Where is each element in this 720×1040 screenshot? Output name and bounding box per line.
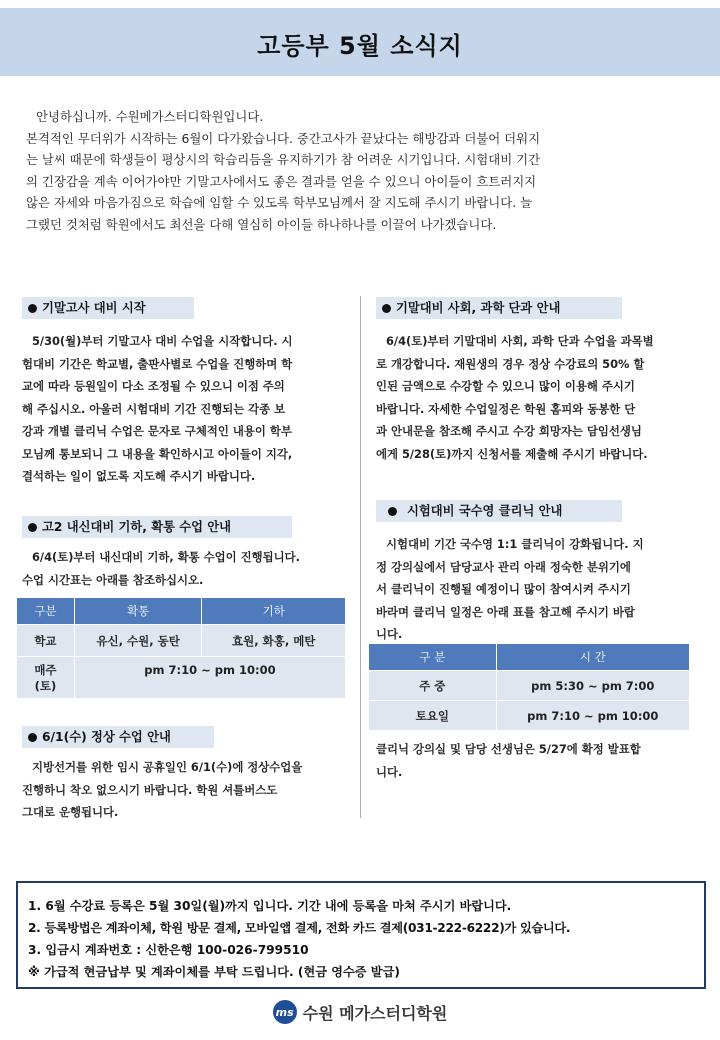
bullet-icon: [28, 523, 37, 532]
section-title-text: 시험대비 국수영 클리닉 안내: [407, 504, 563, 518]
notice-line: 2. 등록방법은 계좌이체, 학원 방문 결제, 모바일앱 결제, 전화 카드 결제(031-222-6222)가 있습니다.: [28, 921, 571, 935]
body-line: 모님께 통보되니 그 내용을 확인하시고 아이들이 지각,: [22, 446, 293, 461]
page-title: 고등부 5월 소식지: [257, 32, 463, 60]
table-cell-label: (토): [34, 678, 57, 693]
table-row: [369, 701, 690, 731]
table-header-cell: 구분: [17, 598, 75, 625]
section-title-normal-class: [22, 726, 214, 748]
table-header-cell: 구 분: [369, 644, 497, 671]
section-body-social-science: [376, 330, 706, 465]
body-line: 6/4(토)부터 내신대비 기하, 확통 수업이 진행됩니다.: [32, 550, 300, 564]
notice-line: 3. 입금시 계좌번호 : 신한은행 100-026-799510: [28, 943, 309, 957]
body-line: 클리닉 강의실 및 담당 선생님은 5/27에 확정 발표합: [376, 742, 641, 756]
body-line: 에게 5/28(토)까지 신청서를 제출해 주시기 바랍니다.: [376, 446, 648, 461]
table-cell: pm 7:10 ~ pm 10:00: [496, 701, 689, 731]
clinic-after-note: [376, 738, 706, 783]
table-row: [369, 671, 690, 701]
body-line: 서 클리닉이 진행될 예정이니 많이 참여시켜 주시기: [376, 582, 631, 596]
intro-line: 는 날씨 때문에 학생들이 평상시의 학습리듬을 유지하기가 참 어려운 시기입니다. 시험대비 기간: [26, 152, 541, 167]
body-line: 5/30(월)부터 기말고사 대비 수업을 시작합니다. 시: [32, 334, 293, 348]
footer-brand: [0, 997, 720, 1027]
intro-line: 그랬던 것처럼 학원에서도 최선을 다해 열심히 아이들 하나하나를 이끌어 나가겠습니다.: [26, 216, 497, 232]
table-cell: 주 중: [369, 671, 497, 701]
body-line: 그대로 운행됩니다.: [22, 805, 119, 819]
body-line: 진행하니 착오 없으시기 바랍니다. 학원 셔틀버스도: [22, 782, 278, 797]
section-title-text: 6/1(수) 정상 수업 안내: [42, 730, 171, 744]
section-body-normal-class: [22, 756, 352, 824]
table-header-cell: 시 간: [496, 644, 689, 671]
body-line: 정 강의실에서 담당교사 관리 아래 정숙한 분위기에: [376, 559, 631, 574]
body-line: 바라며 클리닉 일정은 아래 표를 참고해 주시기 바랍: [376, 604, 635, 619]
table-row: [17, 625, 346, 657]
academy-name: 수원 메가스터디학원: [302, 1003, 448, 1023]
bullet-icon: [388, 507, 397, 516]
body-line: 시험대비 기간 국수영 1:1 클리닉이 강화됩니다. 지: [386, 537, 644, 551]
section-title-text: 고2 내신대비 기하, 확통 수업 안내: [42, 520, 232, 534]
clinic-schedule-table: [368, 643, 690, 731]
body-line: 험대비 기간은 학교별, 출판사별로 수업을 진행하며 학: [22, 356, 293, 371]
table-header-cell: 확통: [74, 598, 202, 625]
body-line: 니다.: [376, 627, 403, 641]
notice-line: 1. 6월 수강료 등록은 5월 30일(월)까지 입니다. 기간 내에 등록을 마쳐 주시기 바랍니다.: [28, 899, 512, 913]
body-line: 바랍니다. 자세한 수업일정은 학원 홈피와 동봉한 단: [376, 401, 636, 416]
section-body-final-exam: [22, 330, 352, 488]
academy-logo-icon: ms: [273, 1000, 297, 1024]
intro-line: 의 긴장감을 계속 이어가야만 기말고사에서도 좋은 결과를 얻을 수 있으니 아이들이 흐트러지지: [26, 173, 537, 189]
table-cell: pm 5:30 ~ pm 7:00: [496, 671, 689, 701]
section-body-clinic: [376, 533, 706, 646]
body-line: 강과 개별 클리닉 수업은 문자로 구체적인 내용이 학부: [22, 424, 292, 438]
table-cell: 토요일: [369, 701, 497, 731]
intro-paragraph: [26, 106, 696, 235]
body-line: 과 안내문을 참조해 주시고 수강 희망자는 담임선생님: [376, 424, 642, 438]
intro-line: 본격적인 무더위가 시작하는 6월이 다가왔습니다. 중간고사가 끝났다는 해방감과 더불어 더워지: [26, 130, 541, 146]
section-title-text: 기말고사 대비 시작: [42, 301, 146, 315]
table-cell: 학교: [17, 625, 75, 657]
body-line: 수업 시간표는 아래를 참조하십시오.: [22, 572, 204, 587]
intro-line: 않은 자세와 마음가짐으로 학습에 임할 수 있도록 학부모님께서 잘 지도해 주시기 바랍니다. 늘: [26, 195, 533, 210]
table-header-row: [17, 598, 346, 625]
body-line: 6/4(토)부터 기말대비 사회, 과학 단과 수업을 과목별: [386, 334, 654, 348]
table-row: [17, 657, 346, 699]
body-line: 해 주십시오. 아울러 시험대비 기간 진행되는 각종 보: [22, 401, 286, 416]
body-line: 결석하는 일이 없도록 지도해 주시기 바랍니다.: [22, 469, 256, 483]
bullet-icon: [28, 733, 37, 742]
table-cell: pm 7:10 ~ pm 10:00: [74, 657, 345, 699]
body-line: 로 개강합니다. 재원생의 경우 정상 수강료의 50% 할: [376, 356, 645, 371]
table-cell-label: 매주: [34, 662, 57, 677]
table-header-cell: 기하: [202, 598, 346, 625]
section-body-grade2-class: [22, 546, 352, 591]
section-title-grade2-class: [22, 516, 292, 538]
section-title-social-science: [376, 297, 622, 319]
table-header-row: [369, 644, 690, 671]
notice-box: [16, 881, 706, 989]
header-banner: [0, 8, 720, 76]
section-title-clinic: [376, 500, 622, 522]
intro-line: 안녕하십니까. 수원메가스터디학원입니다.: [36, 109, 264, 124]
bullet-icon: [382, 304, 391, 313]
table-cell: 효원, 화홍, 메탄: [202, 625, 346, 657]
grade2-schedule-table: [16, 597, 346, 699]
section-title-final-exam: [22, 297, 194, 319]
body-line: 지방선거를 위한 임시 공휴일인 6/1(수)에 정상수업을: [32, 760, 303, 774]
notice-line: ※ 가급적 현금납부 및 계좌이체를 부탁 드립니다. (현금 영수증 발급): [28, 965, 400, 979]
body-line: 니다.: [376, 764, 403, 779]
table-cell: 유신, 수원, 동탄: [74, 625, 202, 657]
table-cell: [17, 657, 75, 699]
column-divider: [360, 296, 361, 818]
section-title-text: 기말대비 사회, 과학 단과 안내: [396, 301, 561, 315]
bullet-icon: [28, 304, 37, 313]
body-line: 인된 금액으로 수강할 수 있으니 많이 이용해 주시기: [376, 379, 635, 393]
body-line: 교에 따라 등원일이 다소 조정될 수 있으니 이점 주의: [22, 379, 285, 393]
